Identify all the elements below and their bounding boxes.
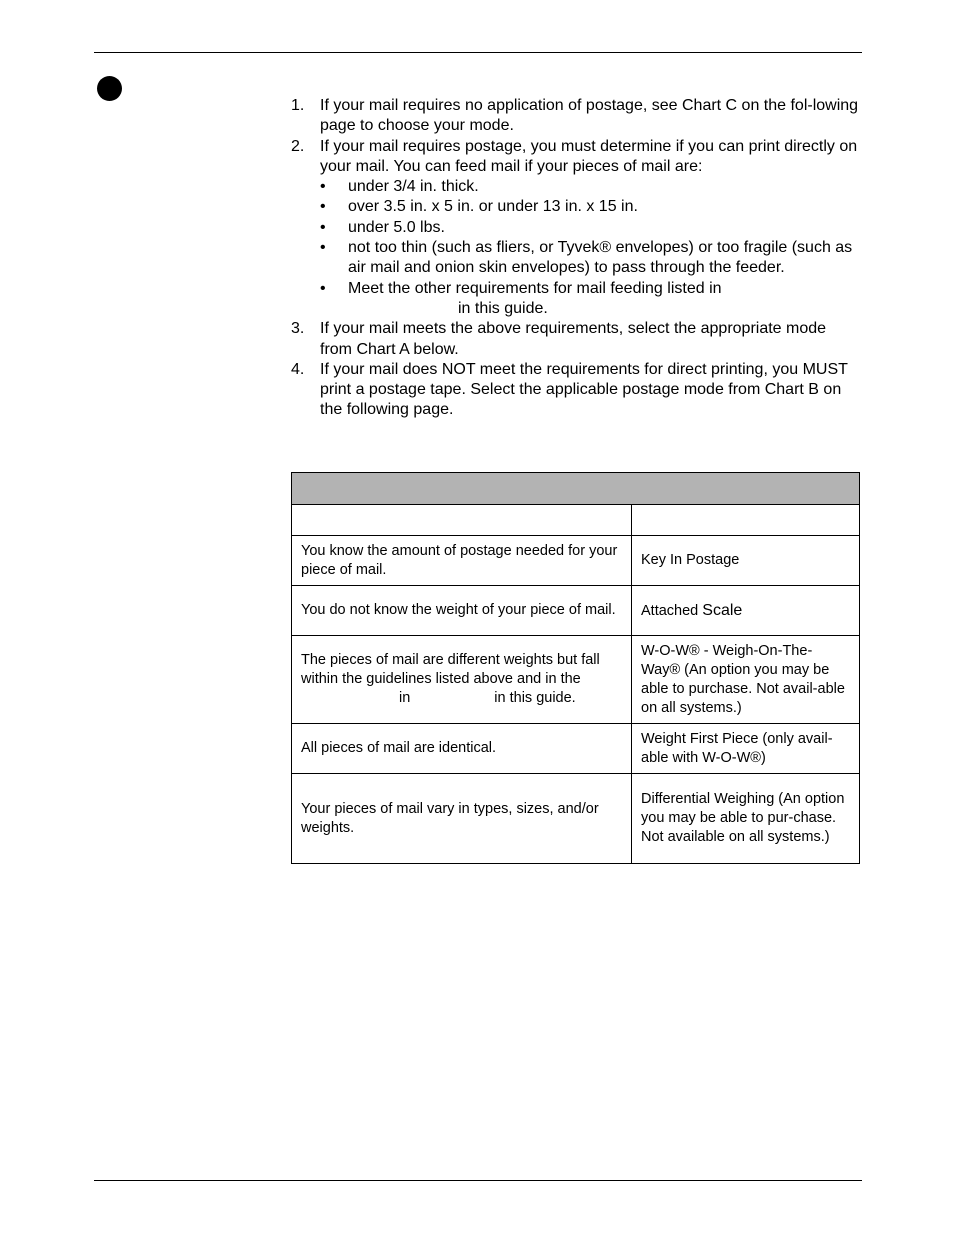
condition-text: The pieces of mail are different weights but fall within the guidelines listed above and in the: [301, 652, 600, 687]
condition-text: in this guide.: [494, 690, 576, 706]
list-item: [291, 319, 861, 360]
footer-rule: [94, 1180, 862, 1181]
list-item-number: 2.: [291, 137, 305, 155]
list-item-number: 1.: [291, 97, 305, 114]
bullet-icon: •: [320, 178, 326, 196]
list-item-text: If your mail requires no application of postage, see Chart C on the fol-lowing page to choose your mode.: [320, 97, 859, 135]
header-cell-condition: [292, 505, 632, 536]
postage-mode-chart: [291, 472, 860, 864]
sub-list-item-text: not too thin (such as fliers, or Tyvek® envelopes) or too fragile (such as air mail and onion skin envelopes) to pass through the feeder.: [348, 239, 853, 277]
table-row: [292, 636, 860, 724]
mode-cell: W-O-W® - Weigh-On-The-Way® (An option you may be able to purchase. Not avail-able on all systems.): [632, 636, 860, 724]
mode-text-emphasis: Scale: [702, 601, 743, 619]
sub-list-item-text: under 3/4 in. thick.: [348, 178, 479, 196]
chart-title-row: [292, 473, 860, 505]
mode-cell: Differential Weighing (An option you may be able to pur-chase. Not available on all systems.): [632, 774, 860, 864]
header-rule: [94, 52, 862, 53]
mode-text: Attached: [641, 602, 703, 619]
condition-cell: [292, 636, 632, 724]
list-item-number: 3.: [291, 320, 305, 338]
mode-cell: [632, 586, 860, 636]
list-item-number: 4.: [291, 360, 305, 378]
sub-list-item: [291, 218, 861, 238]
list-item: [291, 137, 861, 178]
condition-cell: All pieces of mail are identical.: [292, 724, 632, 774]
condition-cell: You know the amount of postage needed for your piece of mail.: [292, 536, 632, 586]
mode-cell: Key In Postage: [632, 536, 860, 586]
mode-cell: Weight First Piece (only avail-able with W-O-W®): [632, 724, 860, 774]
sub-list-item: [291, 177, 861, 197]
sub-list-item: [291, 279, 861, 320]
sub-list-item-text: Meet the other requirements for mail feeding listed in: [348, 279, 722, 297]
step-marker-icon: [97, 76, 122, 101]
sub-list-item-continuation: in this guide.: [458, 299, 548, 317]
list-item-text: If your mail does NOT meet the requirements for direct printing, you MUST print a postage tape. Select the applicable postage mode from Chart B on the following page.: [320, 360, 848, 419]
sub-list-item: [291, 197, 861, 217]
list-item: [291, 360, 861, 421]
table-row: [292, 724, 860, 774]
condition-cell: You do not know the weight of your piece of mail.: [292, 586, 632, 636]
table-row: [292, 586, 860, 636]
bullet-icon: •: [320, 218, 326, 236]
table-row: [292, 774, 860, 864]
chart-title-cell: [292, 473, 860, 505]
list-item-text: If your mail requires postage, you must determine if you can print directly on your mail. You can feed mail if your pieces of mail are:: [320, 137, 858, 175]
condition-text: in: [399, 690, 411, 706]
list-item-text: If your mail meets the above requirements, select the appropriate mode from Chart A below.: [320, 320, 827, 358]
sub-list-item-text: over 3.5 in. x 5 in. or under 13 in. x 15 in.: [348, 198, 638, 216]
list-item: [291, 96, 861, 137]
header-cell-mode: [632, 505, 860, 536]
chart-header-row: [292, 505, 860, 536]
table-row: [292, 536, 860, 586]
sub-list-item-text: under 5.0 lbs.: [348, 218, 445, 236]
instructions: [291, 96, 861, 421]
condition-cell: Your pieces of mail vary in types, sizes, and/or weights.: [292, 774, 632, 864]
bullet-icon: •: [320, 198, 326, 216]
bullet-icon: •: [320, 239, 326, 257]
bullet-icon: •: [320, 279, 326, 297]
sub-list-item: [291, 238, 861, 279]
